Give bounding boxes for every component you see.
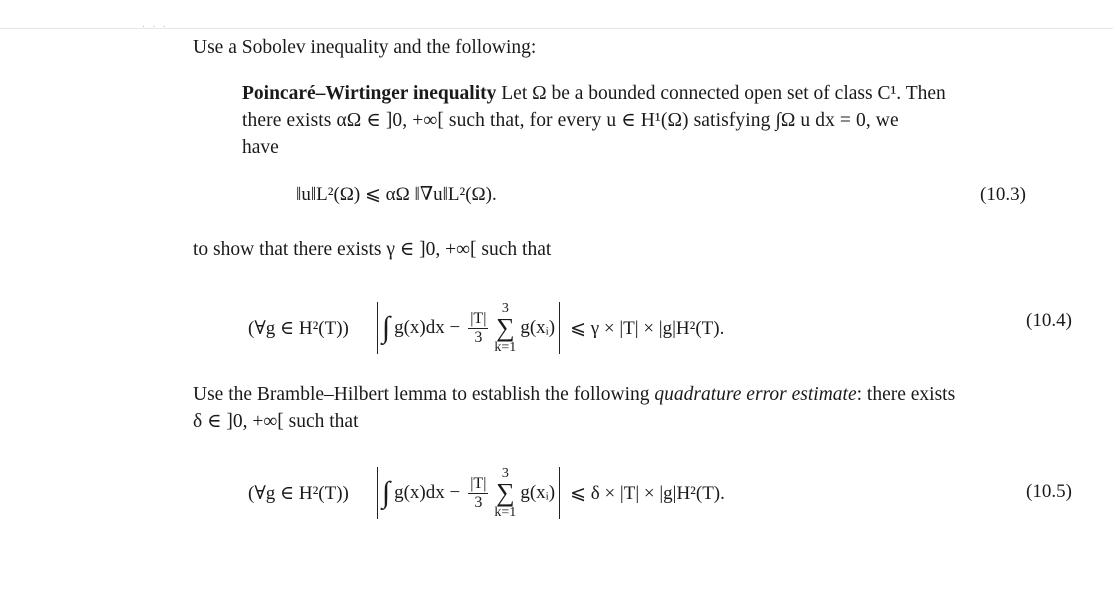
bramble-line-1-a: Use the Bramble–Hilbert lemma to establish the following <box>193 384 650 405</box>
theorem-title: Poincaré–Wirtinger inequality <box>242 83 497 104</box>
eq104-sum <box>494 301 516 355</box>
eq104-integrand: g(x)dx − <box>394 317 461 338</box>
eq104-abs-left <box>377 302 378 354</box>
eq105-rhs: ⩽ δ × |T| × |g|H²(T). <box>570 482 725 504</box>
theorem-block <box>242 80 1034 161</box>
theorem-line-1 <box>242 80 1034 107</box>
eq105-sum <box>494 466 516 520</box>
equation-10-5 <box>248 465 725 521</box>
page-corner-mark: · · · <box>142 22 168 33</box>
equation-10-4 <box>248 300 724 356</box>
eq104-sigma: ∑ <box>496 313 515 342</box>
eq104-sum-top: 3 <box>501 301 509 316</box>
eq104-frac-den: 3 <box>474 328 483 346</box>
paragraph-bramble-hilbert <box>193 381 1083 435</box>
bramble-line-1 <box>193 381 1083 408</box>
eq105-integral-sign: ∫ <box>381 476 391 509</box>
theorem-line-3: have <box>242 137 279 158</box>
theorem-line-2: there exists αΩ ∈ ]0, +∞[ such that, for every u ∈ H¹(Ω) satisfying ∫Ω u dx = 0, we <box>242 110 899 131</box>
eq104-integral-sign: ∫ <box>381 311 391 344</box>
eq105-sigma: ∑ <box>496 478 515 507</box>
equation-number-10-4: (10.4) <box>1026 310 1072 331</box>
bramble-line-1-emphasis: quadrature error estimate <box>654 384 857 405</box>
eq105-sum-top: 3 <box>501 466 509 481</box>
equation-number-10-5: (10.5) <box>1026 481 1072 502</box>
eq105-frac-den: 3 <box>474 493 483 511</box>
paragraph-gamma: to show that there exists γ ∈ ]0, +∞[ such that <box>193 239 552 260</box>
eq105-sum-bottom: k=1 <box>494 505 517 520</box>
theorem-line-1-text: Let Ω be a bounded connected open set of class C¹. Then <box>501 83 946 104</box>
bramble-line-1-b: : there exists <box>856 384 956 405</box>
eq105-frac-num: |T| <box>470 474 487 492</box>
eq104-abs-right <box>559 302 560 354</box>
eq104-frac-num: |T| <box>470 309 487 327</box>
eq104-rhs: ⩽ γ × |T| × |g|H²(T). <box>570 317 725 339</box>
paragraph-intro: Use a Sobolev inequality and the following: <box>193 37 537 58</box>
equation-number-10-3: (10.3) <box>980 184 1026 205</box>
eq105-abs-left <box>377 467 378 519</box>
eq105-integrand: g(x)dx − <box>394 482 461 503</box>
eq104-sum-term: g(xᵢ) <box>520 317 556 338</box>
eq105-abs-right <box>559 467 560 519</box>
eq104-fraction <box>468 310 488 347</box>
equation-10-3: ‖u‖L²(Ω) ⩽ αΩ ‖∇u‖L²(Ω). <box>296 184 497 205</box>
eq105-fraction <box>468 475 488 512</box>
eq104-sum-bottom: k=1 <box>494 340 517 355</box>
eq105-sum-term: g(xᵢ) <box>520 482 556 503</box>
eq104-prefix: (∀g ∈ H²(T)) <box>248 317 349 339</box>
eq105-prefix: (∀g ∈ H²(T)) <box>248 482 349 504</box>
bramble-line-2: δ ∈ ]0, +∞[ such that <box>193 411 359 432</box>
